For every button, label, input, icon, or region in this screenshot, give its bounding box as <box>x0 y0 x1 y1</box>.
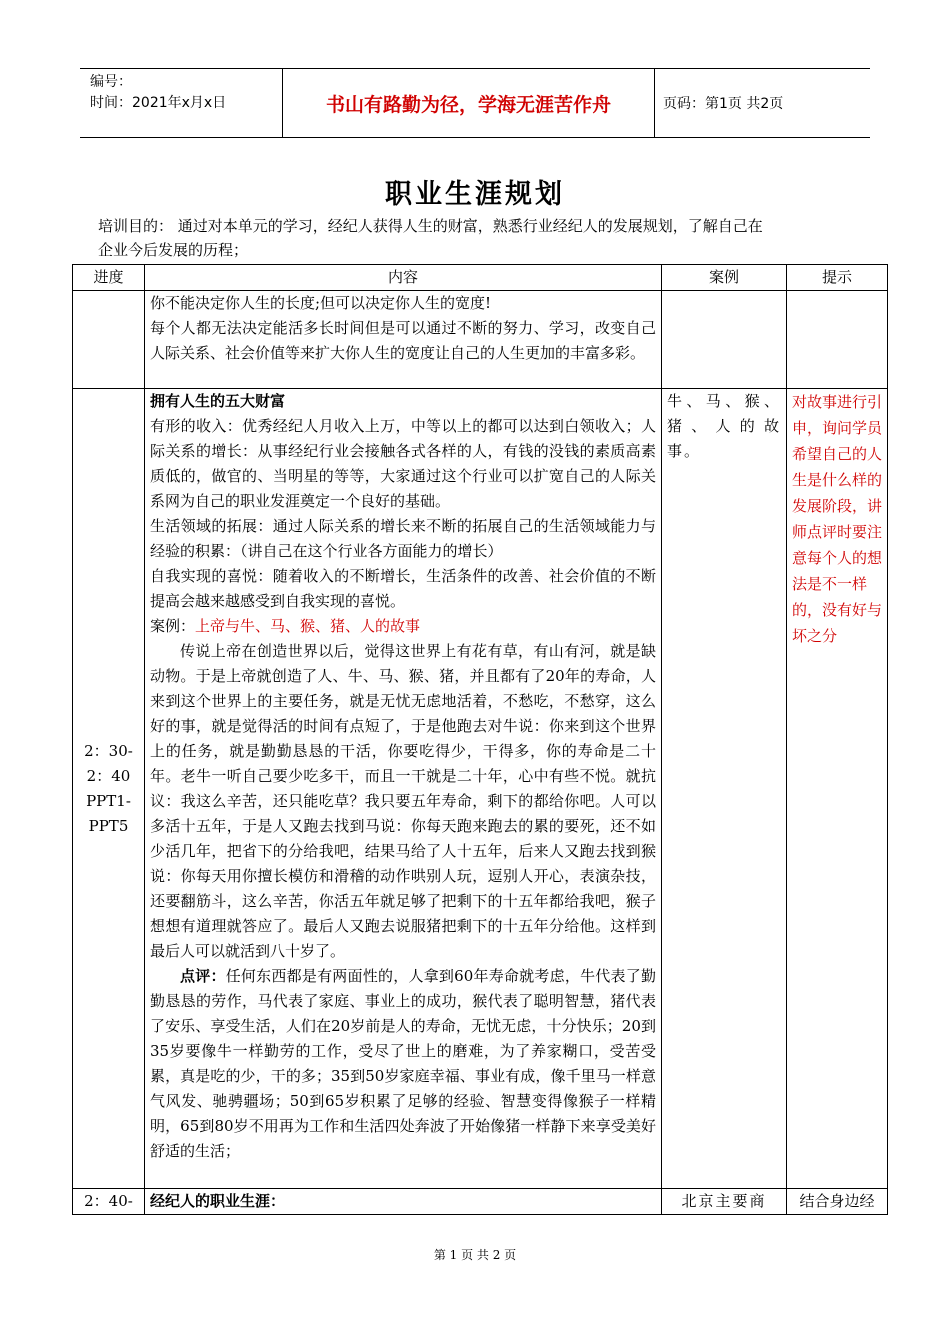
progress-line: 2：40 <box>86 766 131 785</box>
progress-line: PPT1- <box>86 791 131 810</box>
case-label: 案例： <box>150 617 196 635</box>
header-content: 内容 <box>145 265 662 291</box>
progress-cell <box>73 389 145 1189</box>
table-row <box>73 1189 888 1215</box>
purpose-line-2: 企业今后发展的历程； <box>98 241 249 259</box>
comment-paragraph <box>150 964 656 1164</box>
hint-cell: 结合身边经 <box>787 1189 888 1215</box>
header-page-info: 页码：第1页 共2页 <box>663 96 784 112</box>
table-row <box>73 291 888 389</box>
comment-label: 点评： <box>180 967 226 985</box>
header-hint: 提示 <box>787 265 888 291</box>
story-paragraph: 传说上帝在创造世界以后，觉得这世界上有花有草，有山有河，就是缺动物。于是上帝就创造了人、牛、马、猴、猪，并且都有了20年的寿命，人来到这个世界上的主要任务，就是无忧无虑地活着，不愁吃，不愁穿，这么好的事，就是觉得活的时间有点短了，于是他跑去对牛说：你来到这个世界上的任务，就是勤勤恳恳的干活，你要吃得少，干得多，你的寿命是二十年。老牛一听自己要少吃多干，而且一干就是二十年，心中有些不悦。就抗议：我这么辛苦，还只能吃草？我只要五年寿命，剩下的都给你吧。人可以多活十五年，于是人又跑去找到马说：你每天跑来跑去的累的要死，还不如少活几年，把省下的分给我吧，结果马给了人十五年，后来人又跑去找到猴说：你每天用你擅长模仿和滑稽的动作哄别人玩，逗别人开心，表演杂技，还要翻筋斗，这么辛苦，你活五年就足够了把剩下的十五年都给我吧，猴子想想有道理就答应了。最后人又跑去说服猪把剩下的十五年分给他。这样到最后人可以就活到八十岁了。 <box>150 642 656 960</box>
header-number: 编号： <box>90 74 132 90</box>
content-paragraph: 你不能决定你人生的长度;但可以决定你人生的宽度! <box>150 294 492 312</box>
progress-cell: 2：40- <box>73 1189 145 1215</box>
content-cell <box>145 291 662 389</box>
document-header <box>80 68 870 138</box>
hint-cell: 对故事进行引申，询问学员希望自己的人生是什么样的发展阶段，讲师点评时要注意每个人的想法是不一样的，没有好与坏之分 <box>787 389 888 1189</box>
case-cell: 牛、马、猴、猪、人的故事。 <box>662 389 787 1189</box>
case-cell <box>662 291 787 389</box>
page-title: 职业生涯规划 <box>385 179 565 210</box>
hint-cell <box>787 291 888 389</box>
header-progress: 进度 <box>73 265 145 291</box>
training-purpose <box>98 214 858 262</box>
section-heading: 拥有人生的五大财富 <box>150 392 286 410</box>
section-heading: 经纪人的职业生涯： <box>145 1189 662 1215</box>
content-paragraph: 每个人都无法决定能活多长时间但是可以通过不断的努力、学习，改变自己人际关系、社会价值等来扩大你人生的宽度让自己的人生更加的丰富多彩。 <box>150 319 656 362</box>
content-cell <box>145 389 662 1189</box>
case-title: 上帝与牛、马、猴、猪、人的故事 <box>195 617 421 635</box>
progress-line: PPT5 <box>88 816 129 835</box>
progress-cell <box>73 291 145 389</box>
table-row <box>73 389 888 1189</box>
header-meta <box>80 69 282 137</box>
header-motto: 书山有路勤为径，学海无涯苦作舟 <box>282 69 655 137</box>
content-paragraph: 自我实现的喜悦：随着收入的不断增长，生活条件的改善、社会价值的不断提高会越来越感受到自我实现的喜悦。 <box>150 567 656 610</box>
header-case: 案例 <box>662 265 787 291</box>
case-cell: 北京主要商 <box>662 1189 787 1215</box>
header-time: 时间：2021年x月x日 <box>90 95 227 111</box>
progress-line: 2：30- <box>84 741 133 760</box>
comment-text: 任何东西都是有两面性的，人拿到60年寿命就考虑，牛代表了勤勤恳恳的劳作，马代表了家庭、事业上的成功，猴代表了聪明智慧，猪代表了安乐、享受生活，人们在20岁前是人的寿命，无忧无虑，十分快乐；20到35岁要像牛一样勤劳的工作，受尽了世上的磨难，为了养家糊口，受苦受累，真是吃的少，干的多；35到50岁家庭幸福、事业有成，像千里马一样意气风发、驰骋疆场；50到65岁积累了足够的经验、智慧变得像猴子一样精明，65到80岁不用再为工作和生活四处奔波了开始像猪一样静下来享受美好舒适的生活； <box>150 967 656 1160</box>
case-line <box>150 614 656 639</box>
content-paragraph: 生活领域的拓展：通过人际关系的增长来不断的拓展自己的生活领域能力与经验的积累：（讲自己在这个行业各方面能力的增长） <box>150 517 656 560</box>
purpose-line-1: 培训目的： 通过对本单元的学习，经纪人获得人生的财富，熟悉行业经纪人的发展规划，了解自己在 <box>98 217 763 235</box>
page-footer: 第 1 页 共 2 页 <box>433 1248 517 1262</box>
table-header-row <box>73 265 888 291</box>
schedule-table <box>72 264 888 1215</box>
content-paragraph: 有形的收入：优秀经纪人月收入上万，中等以上的都可以达到白领收入；人际关系的增长：从事经纪行业会接触各式各样的人，有钱的没钱的素质高素质低的，做官的、当明星的等等，大家通过这个行业可以扩宽自己的人际关系网为自己的职业发涯奠定一个良好的基础。 <box>150 417 656 510</box>
